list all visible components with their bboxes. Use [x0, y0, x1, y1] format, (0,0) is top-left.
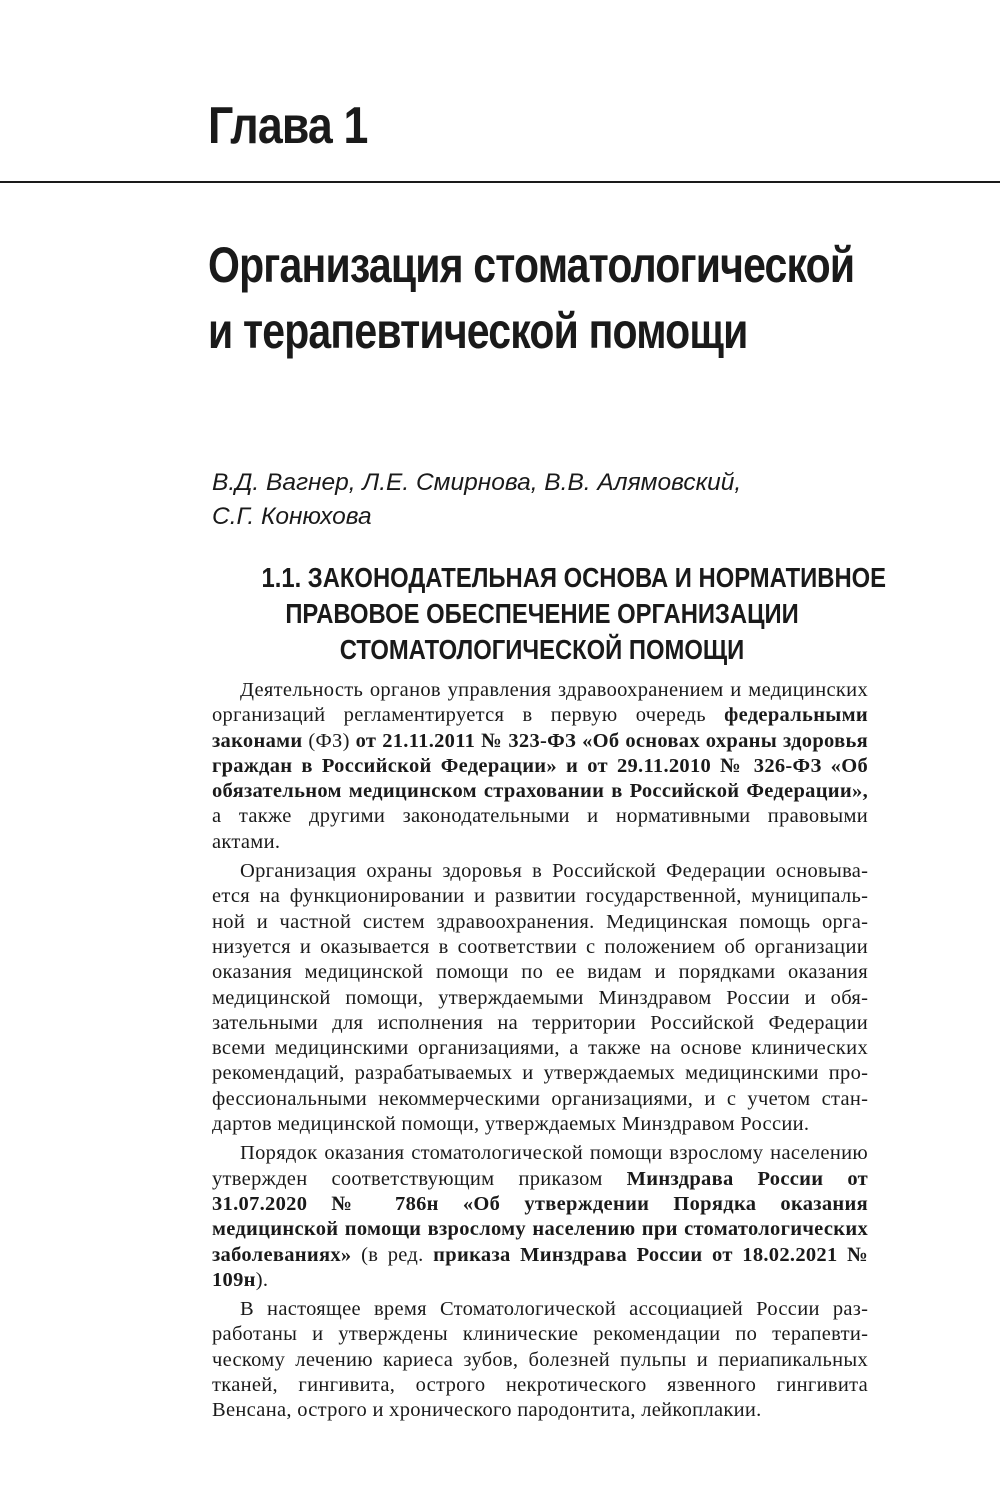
- chapter-title: [208, 232, 854, 364]
- p3-bold-2: приказа Минздрава России от 18.02.2021 № 109н: [212, 1243, 868, 1291]
- p3-text-3: ).: [255, 1268, 269, 1291]
- chapter-divider: [0, 181, 1000, 183]
- p1-text-2: (ФЗ): [302, 729, 356, 752]
- p3-text-2: (в ред.: [351, 1243, 434, 1266]
- p1-bold-1: федеральными законами: [212, 704, 868, 752]
- authors-line-2: С.Г. Конюхова: [212, 503, 372, 530]
- p1-bold-2: от 21.11.2011 № 323-ФЗ «Об основах охраны здоровья граждан в Российской Федерации» и от 29.11.2010 № 326-ФЗ «Об обязательном медицинском страховании в Российской Федерации»,: [212, 729, 868, 803]
- paragraph-4: В настоящее время Стоматологической ассоциацией России разработаны и утверждены клинические рекомендации по терапевтическому лечению кариеса зубов, болезней пульпы и периапикальных тканей, гингивита, острого некротического язвенного гингивита Венсана, острого и хронического пародонтита, лейкоплакии.: [212, 1298, 868, 1422]
- body-text: [212, 678, 868, 1428]
- p3-text-1: Порядок оказания стоматологической помощи взрослому населению утвержден соответствующим приказом: [212, 1142, 868, 1190]
- p1-text-1: Деятельность органов управления здравоохранением и медицинских организаций регламентируется в первую очередь: [212, 679, 868, 727]
- section-heading-line-3: СТОМАТОЛОГИЧЕСКОЙ ПОМОЩИ: [339, 634, 745, 665]
- p1-text-3: а также другими законодательными и нормативными правовыми актами.: [212, 805, 868, 853]
- paragraph-2: Организация охраны здоровья в Российской Федерации основывается на функционировании и развитии государственной, муниципальной и частной систем здравоохранения. Медицинская помощь организуется и оказывается в соответствии с положением об организации оказания медицинской помощи по ее видам и порядками оказания медицинской помощи, утверждаемыми Минздравом России и обязательными для исполнения на территории Российской Федерации всеми медицинскими организациями, а также на основе клинических рекомендаций, разрабатываемых и утверждаемых медицинскими профессиональными некоммерческими организациями, и с учетом стандартов медицинской помощи, утверждаемых Минздравом России.: [212, 860, 868, 1136]
- section-heading-line-2: ПРАВОВОЕ ОБЕСПЕЧЕНИЕ ОРГАНИЗАЦИИ: [285, 598, 799, 629]
- section-heading-line-1: 1.1. ЗАКОНОДАТЕЛЬНАЯ ОСНОВА И НОРМАТИВНОЕ: [261, 562, 887, 593]
- chapter-title-line-2: и терапевтической помощи: [208, 303, 748, 359]
- chapter-title-line-1: Организация стоматологической: [208, 237, 855, 293]
- paragraph-3: [212, 1141, 868, 1293]
- chapter-label: Глава 1: [208, 97, 368, 155]
- authors-line-1: В.Д. Вагнер, Л.Е. Смирнова, В.В. Алямовский,: [212, 469, 742, 496]
- authors: [212, 466, 872, 534]
- section-heading: [212, 560, 887, 668]
- p3-bold-1: Минздрава России от 31.07.2020 № 786н «Об утверждении Порядка оказания медицинской помощи взрослому населению при стоматологических заболеваниях»: [212, 1167, 869, 1266]
- paragraph-1: [212, 678, 868, 855]
